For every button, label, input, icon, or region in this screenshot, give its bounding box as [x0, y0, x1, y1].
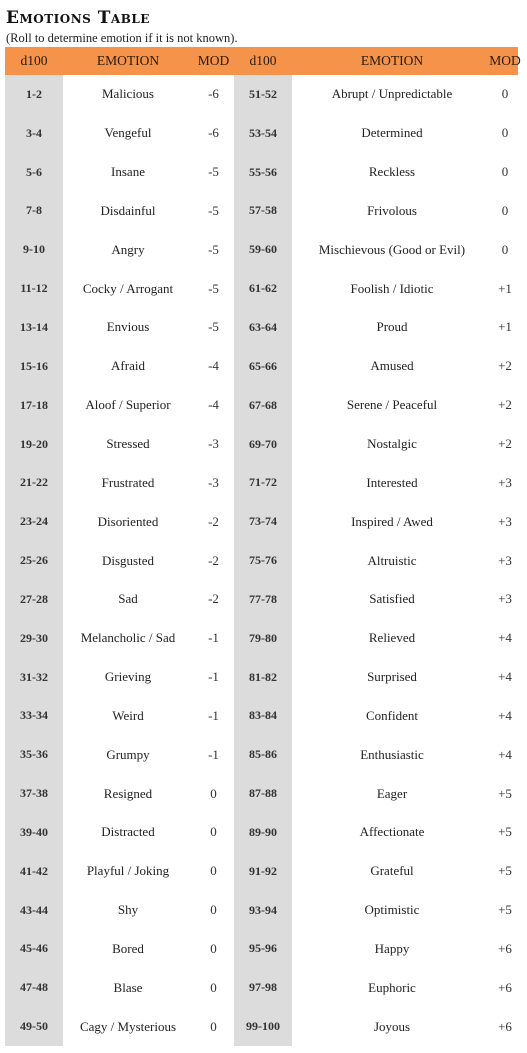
roll-cell-right: 95-96	[249, 941, 277, 956]
table-row	[5, 580, 518, 619]
emotion-cell-right: Confident	[366, 707, 418, 723]
roll-cell-right: 93-94	[249, 902, 277, 917]
roll-cell-left: 7-8	[26, 203, 42, 218]
table-row	[5, 386, 518, 425]
mod-cell-right: +1	[498, 319, 512, 335]
roll-cell-left: 37-38	[20, 786, 48, 801]
mod-cell-left: -1	[208, 630, 219, 646]
mod-cell-right: +6	[498, 940, 512, 956]
table-row	[5, 774, 518, 813]
roll-cell-left: 9-10	[23, 242, 45, 257]
mod-cell-right: +3	[498, 513, 512, 529]
mod-cell-left: -4	[208, 397, 219, 413]
mod-cell-left: -5	[208, 164, 219, 180]
roll-cell-left: 27-28	[20, 591, 48, 606]
roll-cell-right: 65-66	[249, 358, 277, 373]
emotion-cell-right: Reckless	[368, 164, 416, 180]
roll-cell-left: 5-6	[26, 164, 42, 179]
roll-cell-right: 87-88	[249, 786, 277, 801]
emotion-cell-left: Blase	[113, 979, 143, 995]
roll-cell-right: 53-54	[249, 125, 277, 140]
roll-cell-right: 83-84	[249, 708, 277, 723]
mod-cell-left: -6	[208, 125, 219, 141]
mod-cell-right: 0	[501, 202, 509, 218]
table-row	[5, 658, 518, 697]
mod-cell-right: +5	[498, 863, 512, 879]
roll-cell-left: 1-2	[26, 86, 42, 101]
header-mod-right: MOD	[489, 53, 521, 68]
emotion-cell-right: Joyous	[373, 1018, 411, 1034]
table-row	[5, 308, 518, 347]
emotion-cell-right: Abrupt / Unpredictable	[331, 86, 453, 102]
mod-cell-right: +2	[498, 358, 512, 374]
mod-cell-right: +4	[498, 630, 512, 646]
roll-cell-left: 17-18	[20, 397, 48, 412]
emotion-cell-right: Serene / Peaceful	[346, 397, 438, 413]
emotion-cell-right: Foolish / Idiotic	[350, 280, 434, 296]
roll-cell-right: 55-56	[249, 164, 277, 179]
emotion-cell-left: Playful / Joking	[86, 863, 170, 879]
emotion-cell-left: Afraid	[111, 358, 145, 374]
table-row	[5, 192, 518, 231]
emotion-cell-left: Weird	[112, 707, 144, 723]
mod-cell-left: -3	[208, 436, 219, 452]
emotion-cell-left: Disgusted	[102, 552, 154, 568]
emotion-cell-right: Mischievous (Good or Evil)	[318, 241, 466, 257]
mod-cell-right: +6	[498, 979, 512, 995]
roll-cell-right: 67-68	[249, 397, 277, 412]
mod-cell-left: -5	[208, 202, 219, 218]
roll-cell-right: 59-60	[249, 242, 277, 257]
mod-cell-right: +6	[498, 1018, 512, 1034]
mod-cell-left: 0	[210, 902, 217, 918]
table-row	[5, 463, 518, 502]
roll-cell-right: 71-72	[249, 475, 277, 490]
roll-cell-left: 47-48	[20, 980, 48, 995]
table-row	[5, 852, 518, 891]
roll-cell-left: 3-4	[26, 125, 42, 140]
mod-cell-left: -5	[208, 319, 219, 335]
emotion-cell-right: Grateful	[370, 863, 414, 879]
roll-cell-left: 11-12	[20, 281, 48, 296]
emotion-cell-right: Enthusiastic	[360, 746, 424, 762]
table-row	[5, 425, 518, 464]
table-row	[5, 114, 518, 153]
roll-cell-right: 85-86	[249, 747, 277, 762]
table-row	[5, 1007, 518, 1046]
mod-cell-right: +5	[498, 785, 512, 801]
roll-cell-left: 31-32	[20, 669, 48, 684]
roll-cell-left: 45-46	[20, 941, 48, 956]
emotion-cell-left: Cagy / Mysterious	[79, 1018, 177, 1034]
emotion-cell-left: Aloof / Superior	[85, 397, 171, 413]
table-row	[5, 813, 518, 852]
table-row	[5, 347, 518, 386]
mod-cell-right: +4	[498, 707, 512, 723]
emotion-cell-right: Affectionate	[359, 824, 425, 840]
emotion-cell-left: Grumpy	[106, 746, 150, 762]
mod-cell-left: 0	[210, 824, 217, 840]
mod-cell-right: +4	[498, 669, 512, 685]
roll-cell-right: 73-74	[249, 514, 277, 529]
roll-cell-left: 13-14	[20, 319, 48, 334]
mod-cell-left: 0	[210, 940, 217, 956]
roll-cell-right: 75-76	[249, 553, 277, 568]
emotion-cell-right: Satisfied	[369, 591, 415, 607]
emotion-cell-right: Nostalgic	[367, 436, 417, 452]
emotion-cell-left: Frustrated	[101, 474, 155, 490]
mod-cell-right: 0	[501, 164, 509, 180]
mod-cell-left: -2	[208, 513, 219, 529]
mod-cell-left: -2	[208, 591, 219, 607]
roll-cell-right: 77-78	[249, 591, 277, 606]
roll-cell-right: 69-70	[249, 436, 277, 451]
emotion-cell-left: Sad	[118, 591, 138, 607]
mod-cell-left: -6	[208, 86, 219, 102]
table-subtitle: (Roll to determine emotion if it is not known).	[6, 31, 238, 45]
emotion-cell-right: Amused	[370, 358, 414, 374]
mod-cell-right: +3	[498, 552, 512, 568]
roll-cell-left: 33-34	[20, 708, 48, 723]
table-row	[5, 269, 518, 308]
emotion-cell-left: Vengeful	[104, 125, 152, 141]
emotion-cell-left: Angry	[111, 241, 145, 257]
table-row	[5, 153, 518, 192]
emotion-cell-left: Grieving	[104, 669, 152, 685]
emotion-cell-left: Bored	[112, 940, 144, 956]
table-row	[5, 891, 518, 930]
mod-cell-right: +3	[498, 474, 512, 490]
header-d100-left: d100	[20, 53, 48, 68]
mod-cell-left: -4	[208, 358, 219, 374]
table-row	[5, 502, 518, 541]
emotion-cell-left: Shy	[117, 902, 139, 918]
mod-cell-left: 0	[210, 785, 217, 801]
mod-cell-right: +5	[498, 824, 512, 840]
emotion-cell-left: Distracted	[101, 824, 155, 840]
roll-cell-left: 19-20	[20, 436, 48, 451]
header-d100-right: d100	[249, 53, 277, 68]
emotion-cell-left: Malicious	[102, 86, 154, 102]
mod-cell-right: +4	[498, 746, 512, 762]
emotion-cell-left: Insane	[111, 164, 145, 180]
roll-cell-left: 15-16	[20, 358, 48, 373]
mod-cell-right: 0	[501, 86, 509, 102]
emotion-cell-left: Envious	[106, 319, 150, 335]
emotion-cell-right: Inspired / Awed	[351, 513, 433, 529]
mod-cell-left: 0	[210, 979, 217, 995]
roll-cell-right: 63-64	[249, 319, 277, 334]
emotion-cell-right: Frivolous	[367, 202, 417, 218]
roll-cell-right: 81-82	[249, 669, 277, 684]
mod-cell-left: -1	[208, 669, 219, 685]
mod-cell-right: 0	[501, 125, 509, 141]
roll-cell-right: 57-58	[249, 203, 277, 218]
mod-cell-right: +2	[498, 397, 512, 413]
emotion-cell-right: Surprised	[367, 669, 417, 685]
roll-cell-left: 43-44	[20, 902, 48, 917]
emotion-cell-left: Disoriented	[97, 513, 159, 529]
mod-cell-left: 0	[210, 1018, 217, 1034]
table-row	[5, 697, 518, 736]
mod-cell-right: +5	[498, 902, 512, 918]
roll-cell-left: 41-42	[20, 863, 48, 878]
roll-cell-left: 35-36	[20, 747, 48, 762]
roll-cell-left: 39-40	[20, 824, 48, 839]
roll-cell-right: 97-98	[249, 980, 277, 995]
emotion-cell-left: Melancholic / Sad	[80, 630, 176, 646]
roll-cell-right: 79-80	[249, 630, 277, 645]
mod-cell-right: +1	[498, 280, 512, 296]
emotion-cell-left: Resigned	[103, 785, 153, 801]
table-row	[5, 230, 518, 269]
roll-cell-left: 29-30	[20, 630, 48, 645]
table-body	[5, 75, 518, 1046]
emotions-table	[5, 47, 521, 1046]
mod-cell-left: -1	[208, 746, 219, 762]
mod-cell-right: +2	[498, 436, 512, 452]
mod-cell-left: -2	[208, 552, 219, 568]
roll-cell-right: 99-100	[246, 1019, 280, 1034]
emotion-cell-right: Altruistic	[367, 552, 417, 568]
table-row	[5, 968, 518, 1007]
header-mod-left: MOD	[197, 53, 230, 68]
mod-cell-left: -3	[208, 474, 219, 490]
roll-cell-left: 23-24	[20, 514, 48, 529]
mod-cell-left: -1	[208, 707, 219, 723]
emotion-cell-right: Euphoric	[368, 979, 416, 995]
emotion-cell-left: Stressed	[106, 436, 150, 452]
table-row	[5, 75, 518, 114]
header-emotion-right: EMOTION	[360, 53, 424, 68]
roll-cell-right: 89-90	[249, 824, 277, 839]
mod-cell-left: 0	[210, 863, 217, 879]
roll-cell-right: 51-52	[249, 86, 277, 101]
roll-cell-right: 91-92	[249, 863, 277, 878]
mod-cell-left: -5	[208, 280, 219, 296]
emotion-cell-right: Happy	[374, 940, 410, 956]
emotion-cell-right: Interested	[366, 474, 418, 490]
emotion-cell-left: Disdainful	[100, 202, 156, 218]
table-header-row	[5, 47, 521, 75]
table-row	[5, 541, 518, 580]
emotion-cell-left: Cocky / Arrogant	[82, 280, 174, 296]
emotion-cell-right: Proud	[376, 319, 408, 335]
table-row	[5, 619, 518, 658]
page-title: Emotions Table	[6, 8, 150, 28]
emotion-cell-right: Eager	[376, 785, 408, 801]
emotion-cell-right: Determined	[361, 125, 423, 141]
roll-cell-left: 25-26	[20, 553, 48, 568]
mod-cell-left: -5	[208, 241, 219, 257]
header-emotion-left: EMOTION	[96, 53, 160, 68]
mod-cell-right: 0	[501, 241, 509, 257]
roll-cell-right: 61-62	[249, 281, 277, 296]
emotion-cell-right: Relieved	[368, 630, 416, 646]
roll-cell-left: 21-22	[20, 475, 48, 490]
table-row	[5, 930, 518, 969]
emotion-cell-right: Optimistic	[364, 902, 420, 918]
table-row	[5, 735, 518, 774]
mod-cell-right: +3	[498, 591, 512, 607]
roll-cell-left: 49-50	[20, 1019, 48, 1034]
